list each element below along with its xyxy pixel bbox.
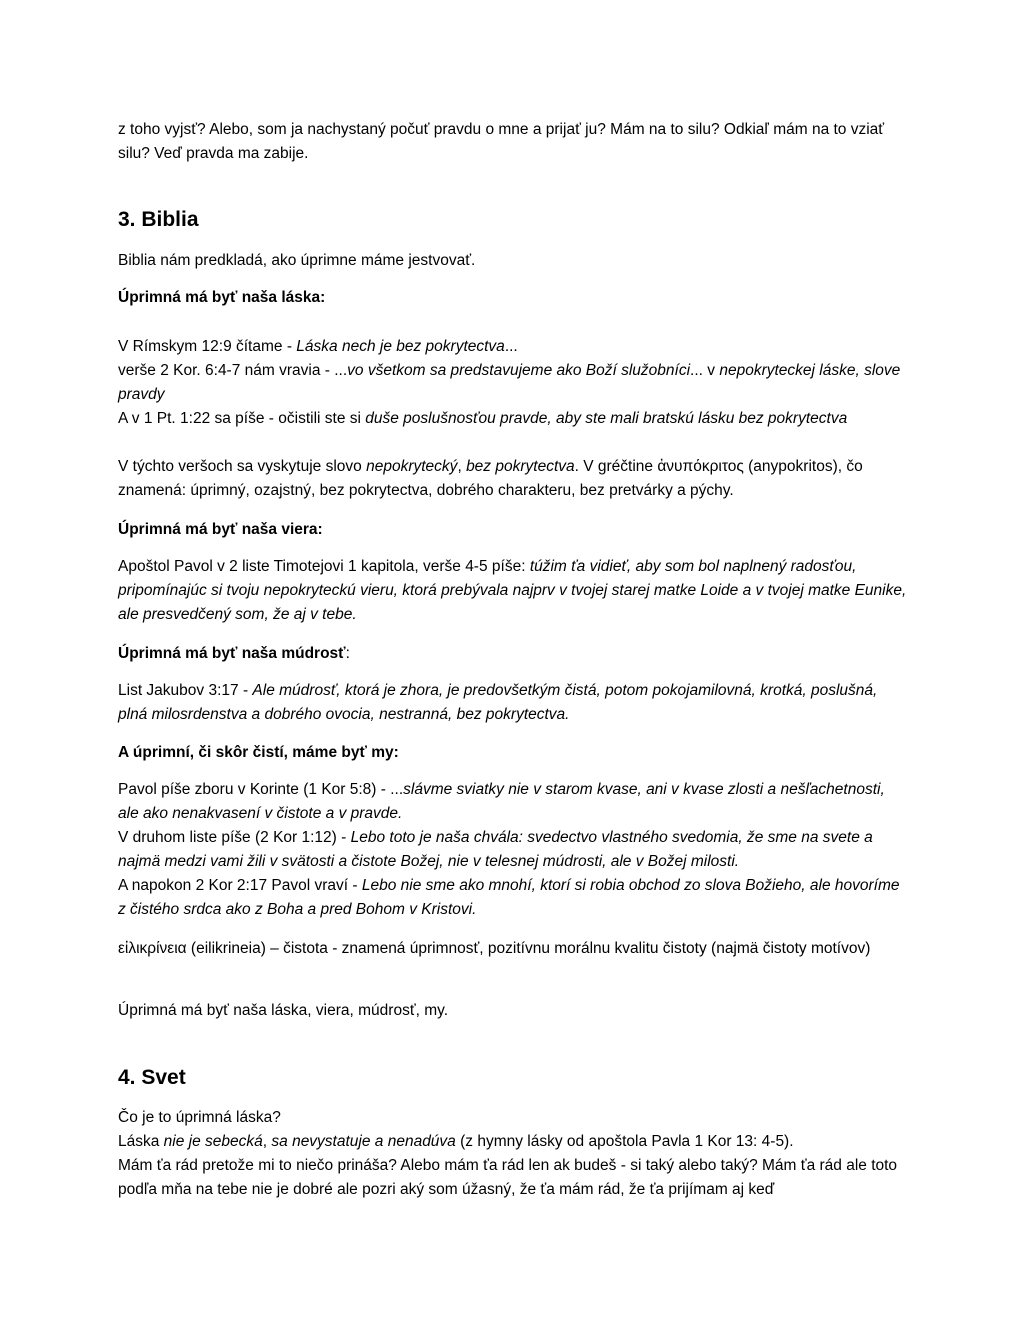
text-run: : (345, 645, 350, 662)
text-run: V týchto veršoch sa vyskytuje slovo (118, 458, 367, 475)
text-run: Mám ťa rád pretože mi to niečo prináša? Alebo mám ťa rád len ak budeš - si taký alebo taký? Mám ťa rád ale toto podľa mňa na tebe nie je dobré ale pozri aký som úžasný, že ťa mám rád, že ťa prijímam aj keď (118, 1157, 898, 1198)
text-run: εἰλικρίνεια (eilikrineia) – čistota - znamená úprimnosť, pozitívnu morálnu kvalitu čistoty (najmä čistoty motívov) (118, 940, 871, 957)
paragraph (118, 455, 908, 503)
text-run: nie je sebecká (163, 1133, 263, 1150)
text-run: sa nevystatuje a nenadúva (271, 1133, 456, 1150)
paragraph (118, 518, 908, 542)
paragraph (118, 874, 908, 922)
paragraph (118, 778, 908, 826)
text-run: V druhom liste píše (2 Kor 1:12) - (118, 829, 351, 846)
paragraph (118, 249, 908, 273)
text-run: bez pokrytectva (466, 458, 575, 475)
text-run: duše poslušnosťou pravde, aby ste mali bratskú lásku bez pokrytectva (365, 410, 848, 427)
text-run: A úprimní, či skôr čistí, máme byť my: (118, 744, 399, 761)
paragraph (118, 999, 908, 1023)
paragraph (118, 741, 908, 765)
text-run: túžim ťa vidieť, aby som bol naplnený radosťou, pripomínajúc si tvoju nepokryteckú vieru, ktorá prebývala najprv v tvojej starej matke Loide a v tvojej matke Eunike, ale presvedčený som, že aj v tebe. (118, 558, 907, 623)
text-run: ... (504, 338, 518, 355)
paragraph (118, 407, 908, 431)
text-run: V Rímskym 12:9 čítame - (118, 338, 297, 355)
paragraph (118, 335, 908, 359)
text-run: Láska (118, 1133, 164, 1150)
text-run: ... v (690, 362, 720, 379)
text-run: List Jakubov 3:17 - (118, 682, 253, 699)
text-run: z toho vyjsť? Alebo, som ja nachystaný počuť pravdu o mne a prijať ju? Mám na to silu? Odkiaľ mám na to vziať silu? Veď pravda ma zabije. (118, 121, 885, 162)
section-heading (118, 206, 908, 234)
section-heading (118, 1064, 908, 1092)
paragraph (118, 1106, 908, 1130)
text-run: Úprimná má byť naša viera: (118, 521, 323, 538)
text-run: Úprimná má byť naša múdrosť (118, 645, 346, 662)
text-run: Úprimná má byť naša láska, viera, múdrosť, my. (118, 1002, 449, 1019)
text-run: Lebo nie sme ako mnohí, ktorí si robia obchod zo slova Božieho, ale hovoríme z čistého srdca ako z Boha a pred Bohom v Kristovi. (118, 877, 900, 918)
text-run: verše 2 Kor. 6:4-7 nám vravia - ... (118, 362, 348, 379)
paragraph (118, 555, 908, 627)
text-run: Úprimná má byť naša láska: (118, 289, 326, 306)
text-run: Biblia nám predkladá, ako úprimne máme jestvovať. (118, 252, 476, 269)
text-run: Láska nech je bez pokrytectva (296, 338, 505, 355)
text-run: nepokryteckej láske, slove pravdy (118, 362, 901, 403)
text-run: Apoštol Pavol v 2 liste Timotejovi 1 kapitola, verše 4-5 píše: (118, 558, 530, 575)
text-run: nepokrytecký (366, 458, 458, 475)
text-run: Lebo toto je naša chvála: svedectvo vlastného svedomia, že sme na svete a najmä medzi vami žili v svätosti a čistote Božej, nie v telesnej múdrosti, ale v Božej milosti. (118, 829, 873, 870)
paragraph (118, 679, 908, 727)
text-run: Čo je to úprimná láska? (118, 1109, 281, 1126)
paragraph (118, 642, 908, 666)
paragraph (118, 826, 908, 874)
text-run: A napokon 2 Kor 2:17 Pavol vraví - (118, 877, 362, 894)
text-run: vo všetkom sa predstavujeme ako Boží služobníci (347, 362, 691, 379)
text-run: (z hymny lásky od apoštola Pavla 1 Kor 13: 4-5). (455, 1133, 794, 1150)
text-run: slávme sviatky nie v starom kvase, ani v kvase zlosti a nešľachetnosti, ale ako nenakvasení v čistote a v pravde. (118, 781, 885, 822)
text-run: . V gréčtine ἀνυπόκριτος (anypokritos), čo znamená: úprimný, ozajstný, bez pokrytectva, dobrého charakteru, bez pretvárky a pýchy. (118, 458, 863, 499)
paragraph (118, 286, 908, 310)
text-run: Ale múdrosť, ktorá je zhora, je predovšetkým čistá, potom pokojamilovná, krotká, poslušná, plná milosrdenstva a dobrého ovocia, nestranná, bez pokrytectva. (118, 682, 878, 723)
paragraph (118, 359, 908, 407)
text-run: 3. Biblia (118, 208, 199, 231)
paragraph (118, 1154, 908, 1202)
text-run: , (262, 1133, 272, 1150)
paragraph (118, 118, 908, 166)
text-run: Pavol píše zboru v Korinte (1 Kor 5:8) - ... (118, 781, 404, 798)
paragraph (118, 1130, 908, 1154)
text-run: 4. Svet (118, 1066, 186, 1089)
paragraph (118, 937, 908, 961)
text-run: , (457, 458, 467, 475)
text-run: A v 1 Pt. 1:22 sa píše - očistili ste si (118, 410, 366, 427)
